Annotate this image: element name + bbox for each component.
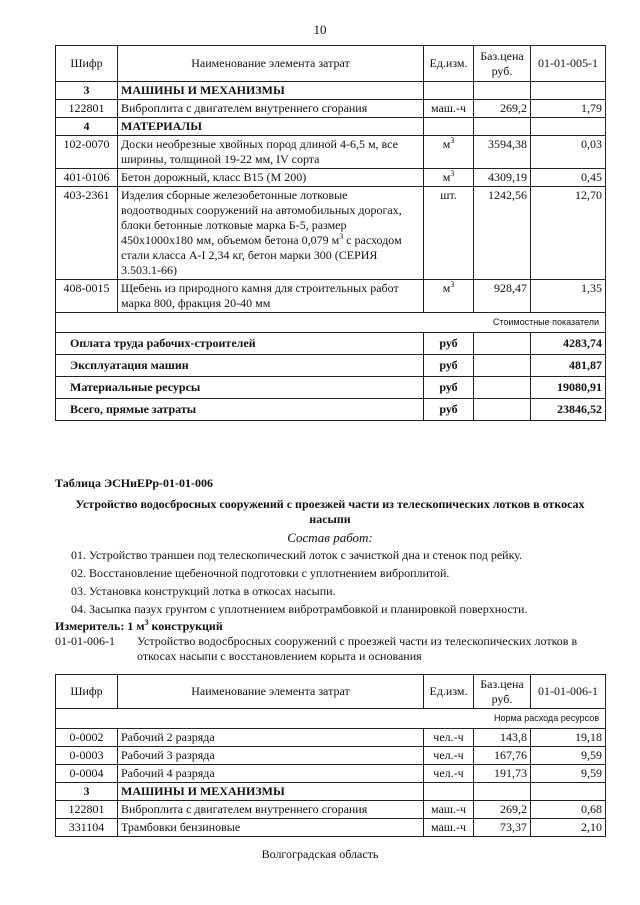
- work-item: 04. Засыпка пазух грунтом с уплотнением вибротрамбовкой и планировкой поверхности.: [71, 602, 528, 616]
- row-code: 102-0070: [56, 136, 118, 169]
- total-label: Всего, прямые затраты: [56, 399, 424, 421]
- table-row: [56, 169, 606, 187]
- row-code: 403-2361: [56, 187, 118, 280]
- row-code: 122801: [56, 801, 118, 819]
- row-value: 19,18: [531, 729, 606, 747]
- row-price: 167,76: [474, 747, 531, 765]
- row-unit: маш.-ч: [424, 819, 474, 837]
- header-norm: 01-01-006-1: [531, 675, 606, 709]
- row-name: Виброплита с двигателем внутреннего сгорания: [118, 100, 424, 118]
- row-unit: $м^3$: [424, 136, 474, 169]
- norm-label: Норма расхода ресурсов: [56, 709, 606, 729]
- norm-description: [55, 634, 605, 664]
- row-price: 191,73: [474, 765, 531, 783]
- row-code: 0-0003: [56, 747, 118, 765]
- row-code: 122801: [56, 100, 118, 118]
- table-row: [56, 100, 606, 118]
- total-row: [56, 399, 606, 421]
- section-number: 3: [56, 82, 118, 100]
- table-row: [56, 819, 606, 837]
- work-item: 03. Установка конструкций лотка в откосах насыпи.: [71, 584, 336, 598]
- header-price: Баз.цена руб.: [474, 675, 531, 709]
- row-price: 73,37: [474, 819, 531, 837]
- row-name: Виброплита с двигателем внутреннего сгорания: [118, 801, 424, 819]
- table-row: [56, 801, 606, 819]
- total-unit: руб: [424, 377, 474, 399]
- row-value: 0,03: [531, 136, 606, 169]
- header-name: Наименование элемента затрат: [118, 46, 424, 82]
- header-unit: Ед.изм.: [424, 675, 474, 709]
- row-unit: шт.: [424, 187, 474, 280]
- total-row: [56, 333, 606, 355]
- table-caption: Таблица ЭСНиЕРр-01-01-006: [55, 476, 214, 490]
- section-number: 4: [56, 118, 118, 136]
- row-unit: маш.-ч: [424, 801, 474, 819]
- cost-indicators-label: Стоимостные показатели: [56, 313, 606, 333]
- row-value: 12,70: [531, 187, 606, 280]
- norm-text: Устройство водосбросных сооружений с проезжей части из телескопических лотков в откосах насыпи с восстановлением корыта и основания: [137, 634, 578, 663]
- table-row: [56, 747, 606, 765]
- total-value: 481,87: [531, 355, 606, 377]
- total-unit: руб: [424, 333, 474, 355]
- row-name: Рабочий 2 разряда: [118, 729, 424, 747]
- table-row: [56, 765, 606, 783]
- work-item: 01. Устройство траншеи под телескопический лоток с зачисткой дна и стенок под рейку.: [71, 548, 523, 562]
- row-code: 0-0004: [56, 765, 118, 783]
- total-value: 23846,52: [531, 399, 606, 421]
- total-label: Оплата труда рабочих-строителей: [56, 333, 424, 355]
- header-code: Шифр: [56, 46, 118, 82]
- row-name: Доски необрезные хвойных пород длиной 4-6,5 м, все ширины, толщиной 19-22 мм, IV сорта: [118, 136, 424, 169]
- header-norm: 01-01-005-1: [531, 46, 606, 82]
- row-unit: маш.-ч: [424, 100, 474, 118]
- row-name: Щебень из природного камня для строительных работ марка 800, фракция 20-40 мм: [118, 280, 424, 313]
- norm-code: 01-01-006-1: [55, 634, 115, 648]
- header-price: Баз.цена руб.: [474, 46, 531, 82]
- row-price: 269,2: [474, 100, 531, 118]
- table-row: [56, 187, 606, 280]
- row-code: 0-0002: [56, 729, 118, 747]
- work-item: 02. Восстановление щебеночной подготовки с уплотнением виброплитой.: [71, 566, 450, 580]
- table-title: Устройство водосбросных сооружений с проезжей части из телескопических лотков в откосах насыпи: [75, 497, 585, 526]
- resource-table-1: [55, 45, 606, 421]
- measurer: Измеритель: 1 $м^3$ конструкций: [55, 618, 223, 633]
- section-row: [56, 783, 606, 801]
- section-row: [56, 118, 606, 136]
- row-unit: чел.-ч: [424, 765, 474, 783]
- row-unit: чел.-ч: [424, 729, 474, 747]
- row-name: Бетон дорожный, класс В15 (М 200): [118, 169, 424, 187]
- row-unit: $м^3$: [424, 169, 474, 187]
- total-row: [56, 355, 606, 377]
- section-title: МАТЕРИАЛЫ: [118, 118, 424, 136]
- works-title: Состав работ:: [287, 530, 373, 545]
- row-code: 408-0015: [56, 280, 118, 313]
- row-value: 9,59: [531, 747, 606, 765]
- row-price: 143,8: [474, 729, 531, 747]
- resource-table-2: [55, 674, 606, 837]
- total-value: 19080,91: [531, 377, 606, 399]
- row-price: 928,47: [474, 280, 531, 313]
- row-value: 2,10: [531, 819, 606, 837]
- section-title: МАШИНЫ И МЕХАНИЗМЫ: [118, 783, 424, 801]
- row-code: 331104: [56, 819, 118, 837]
- page-footer: Волгоградская область: [261, 847, 379, 861]
- row-price: 3594,38: [474, 136, 531, 169]
- section-row: [56, 82, 606, 100]
- total-label: Эксплуатация машин: [56, 355, 424, 377]
- total-label: Материальные ресурсы: [56, 377, 424, 399]
- table-row: [56, 729, 606, 747]
- table-row: [56, 280, 606, 313]
- section-number: 3: [56, 783, 118, 801]
- total-unit: руб: [424, 355, 474, 377]
- row-name: Трамбовки бензиновые: [118, 819, 424, 837]
- row-value: 1,35: [531, 280, 606, 313]
- page-number: 10: [313, 22, 327, 37]
- row-price: 4309,19: [474, 169, 531, 187]
- row-value: 0,45: [531, 169, 606, 187]
- total-value: 4283,74: [531, 333, 606, 355]
- table-row: [56, 136, 606, 169]
- row-name: Рабочий 3 разряда: [118, 747, 424, 765]
- row-name: Рабочий 4 разряда: [118, 765, 424, 783]
- row-price: 269,2: [474, 801, 531, 819]
- header-code: Шифр: [56, 675, 118, 709]
- row-value: 1,79: [531, 100, 606, 118]
- table-description: [55, 476, 605, 664]
- row-price: 1242,56: [474, 187, 531, 280]
- row-name: Изделия сборные железобетонные лотковые водоотводных сооружений на автомобильных дорогах, блоки бетонные лотковые марка Б-5, размер 450х1000х180 мм, объемом бетона 0,079 $м^3$ с расходом стали класса А-I 2,34 кг, бетон марки 300 (СЕРИЯ 3.503.1-66): [118, 187, 424, 280]
- header-name: Наименование элемента затрат: [118, 675, 424, 709]
- section-title: МАШИНЫ И МЕХАНИЗМЫ: [118, 82, 424, 100]
- row-unit: чел.-ч: [424, 747, 474, 765]
- total-unit: руб: [424, 399, 474, 421]
- header-unit: Ед.изм.: [424, 46, 474, 82]
- total-row: [56, 377, 606, 399]
- row-unit: $м^3$: [424, 280, 474, 313]
- row-value: 0,68: [531, 801, 606, 819]
- row-code: 401-0106: [56, 169, 118, 187]
- row-value: 9,59: [531, 765, 606, 783]
